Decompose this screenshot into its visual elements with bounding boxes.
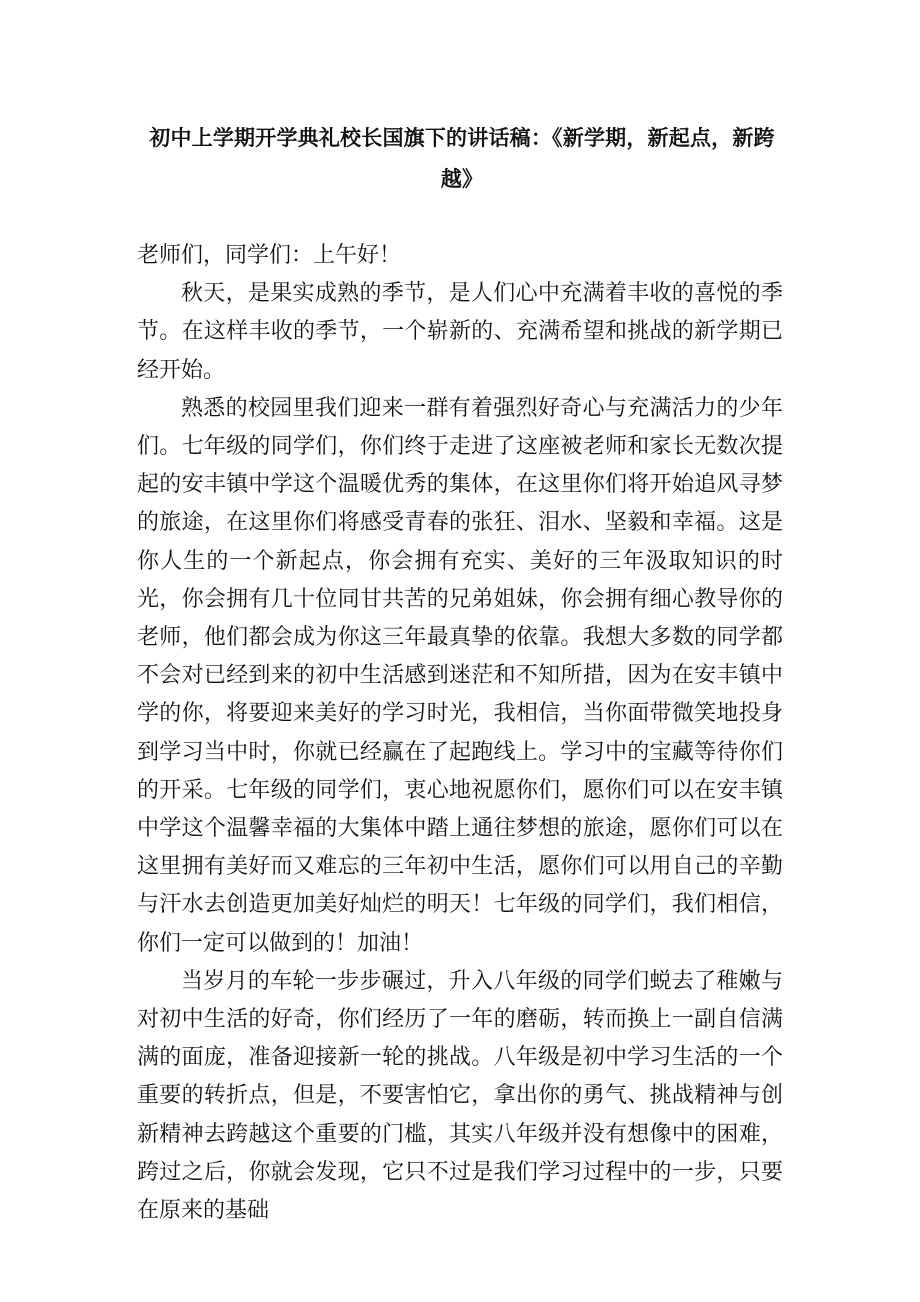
greeting-line: 老师们，同学们：上午好！ xyxy=(137,243,402,268)
document-title: 初中上学期开学典礼校长国旗下的讲话稿：《新学期，新起点，新跨越》 xyxy=(149,125,775,191)
paragraph-autumn: 秋天，是果实成熟的季节，是人们心中充满着丰收的喜悦的季节。在这样丰收的季节，一个崭新的、充满希望和挑战的新学期已经开始。 xyxy=(137,281,783,383)
paragraph-grade-eight: 当岁月的车轮一步步碾过，升入八年级的同学们蜕去了稚嫩与对初中生活的好奇，你们经历了一年的磨砺，转而换上一副自信满满的面庞，准备迎接新一轮的挑战。八年级是初中学习生活的一个重要的转折点，但是，不要害怕它，拿出你的勇气、挑战精神与创新精神去跨越这个重要的门槛，其实八年级并没有想像中的困难，跨过之后，你就会发现，它只不过是我们学习过程中的一步，只要在原来的基础 xyxy=(137,968,783,1224)
speech-body xyxy=(137,237,783,1230)
paragraph-grade-seven: 熟悉的校园里我们迎来一群有着强烈好奇心与充满活力的少年们。七年级的同学们，你们终于走进了这座被老师和家长无数次提起的安丰镇中学这个温暖优秀的集体，在这里你们将开始追风寻梦的旅途，在这里你们将感受青春的张狂、泪水、坚毅和幸福。这是你人生的一个新起点，你会拥有充实、美好的三年汲取知识的时光，你会拥有几十位同甘共苦的兄弟姐妹，你会拥有细心教导你的老师，他们都会成为你这三年最真挚的依靠。我想大多数的同学都不会对已经到来的初中生活感到迷茫和不知所措，因为在安丰镇中学的你，将要迎来美好的学习时光，我相信，当你面带微笑地投身到学习当中时，你就已经赢在了起跑线上。学习中的宝藏等待你们的开采。七年级的同学们，衷心地祝愿你们，愿你们可以在安丰镇中学这个温馨幸福的大集体中踏上通往梦想的旅途，愿你们可以在这里拥有美好而又难忘的三年初中生活，愿你们可以用自己的辛勤与汗水去创造更加美好灿烂的明天！七年级的同学们，我们相信，你们一定可以做到的！加油！ xyxy=(137,395,783,956)
